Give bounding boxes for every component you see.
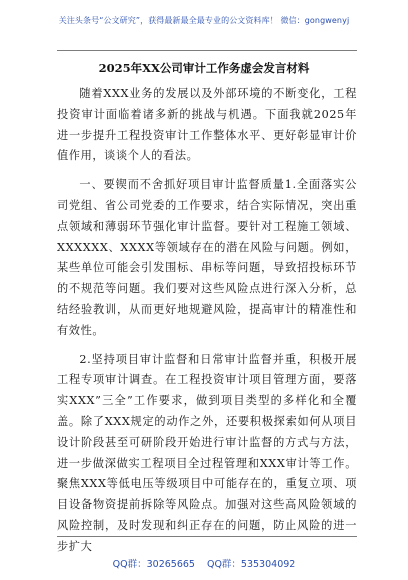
document-body [57,84,357,566]
top-banner [0,0,408,40]
banner-text: 关注头条号“公文研究”，获得最新最全最专业的公文资料库！ 微信：gongwenyj [58,15,350,25]
header-divider [57,50,357,51]
paragraph-intro: 随着XXX业务的发展以及外部环境的不断变化，工程投资审计面临着诸多新的挑战与机遇。下面我就2025年进一步提升工程投资审计工作整体水平、更好彰显审计价值作用，谈谈个人的看法。 [57,87,357,163]
footer [0,556,408,570]
footer-qq-group-2: QQ群：535304092 [206,559,296,570]
paragraph-section-1: 一、要锲而不舍抓好项目审计监督质量1.全面落实公司党组、省公司党委的工作要求，结合实际情况，突出重点领域和薄弱环节强化审计监督。要针对工程施工领域、XXXXXX、XXXX等领域存在的潜在风险与问题。例如，某些单位可能会引发围标、串标等问题，导致招投标环节的不规范等问题。我们要对这些风险点进行深入分析，总结经验教训，从而更好地规避风险，提高审计的精准性和有效性。 [57,178,357,337]
footer-qq-group-1: QQ群：30265665 [112,559,195,570]
footer-divider [57,536,357,537]
paragraph-section-2: 2.坚持项目审计监督和日常审计监督并重，积极开展工程专项审计调查。在工程投资审计项目管理方面，要落实XXX”三全”工作要求，做到项目类型的多样化和全覆盖。除了XXX规定的动作之外，还要积极探索如何从项目设计阶段甚至可研阶段开始进行审计监督的方式与方法，进一步做深做实工程项目全过程管理和XXX审计等工作。聚焦XXX等低电压等级项目中可能存在的，重复立项、项目设备物资提前拆除等风险点。加强对这些高风险领域的风险控制，及时发现和纠正存在的问题，防止风险的进一步扩大 [57,352,357,553]
page-title: 2025年XX公司审计工作务虚会发言材料 [98,61,310,75]
